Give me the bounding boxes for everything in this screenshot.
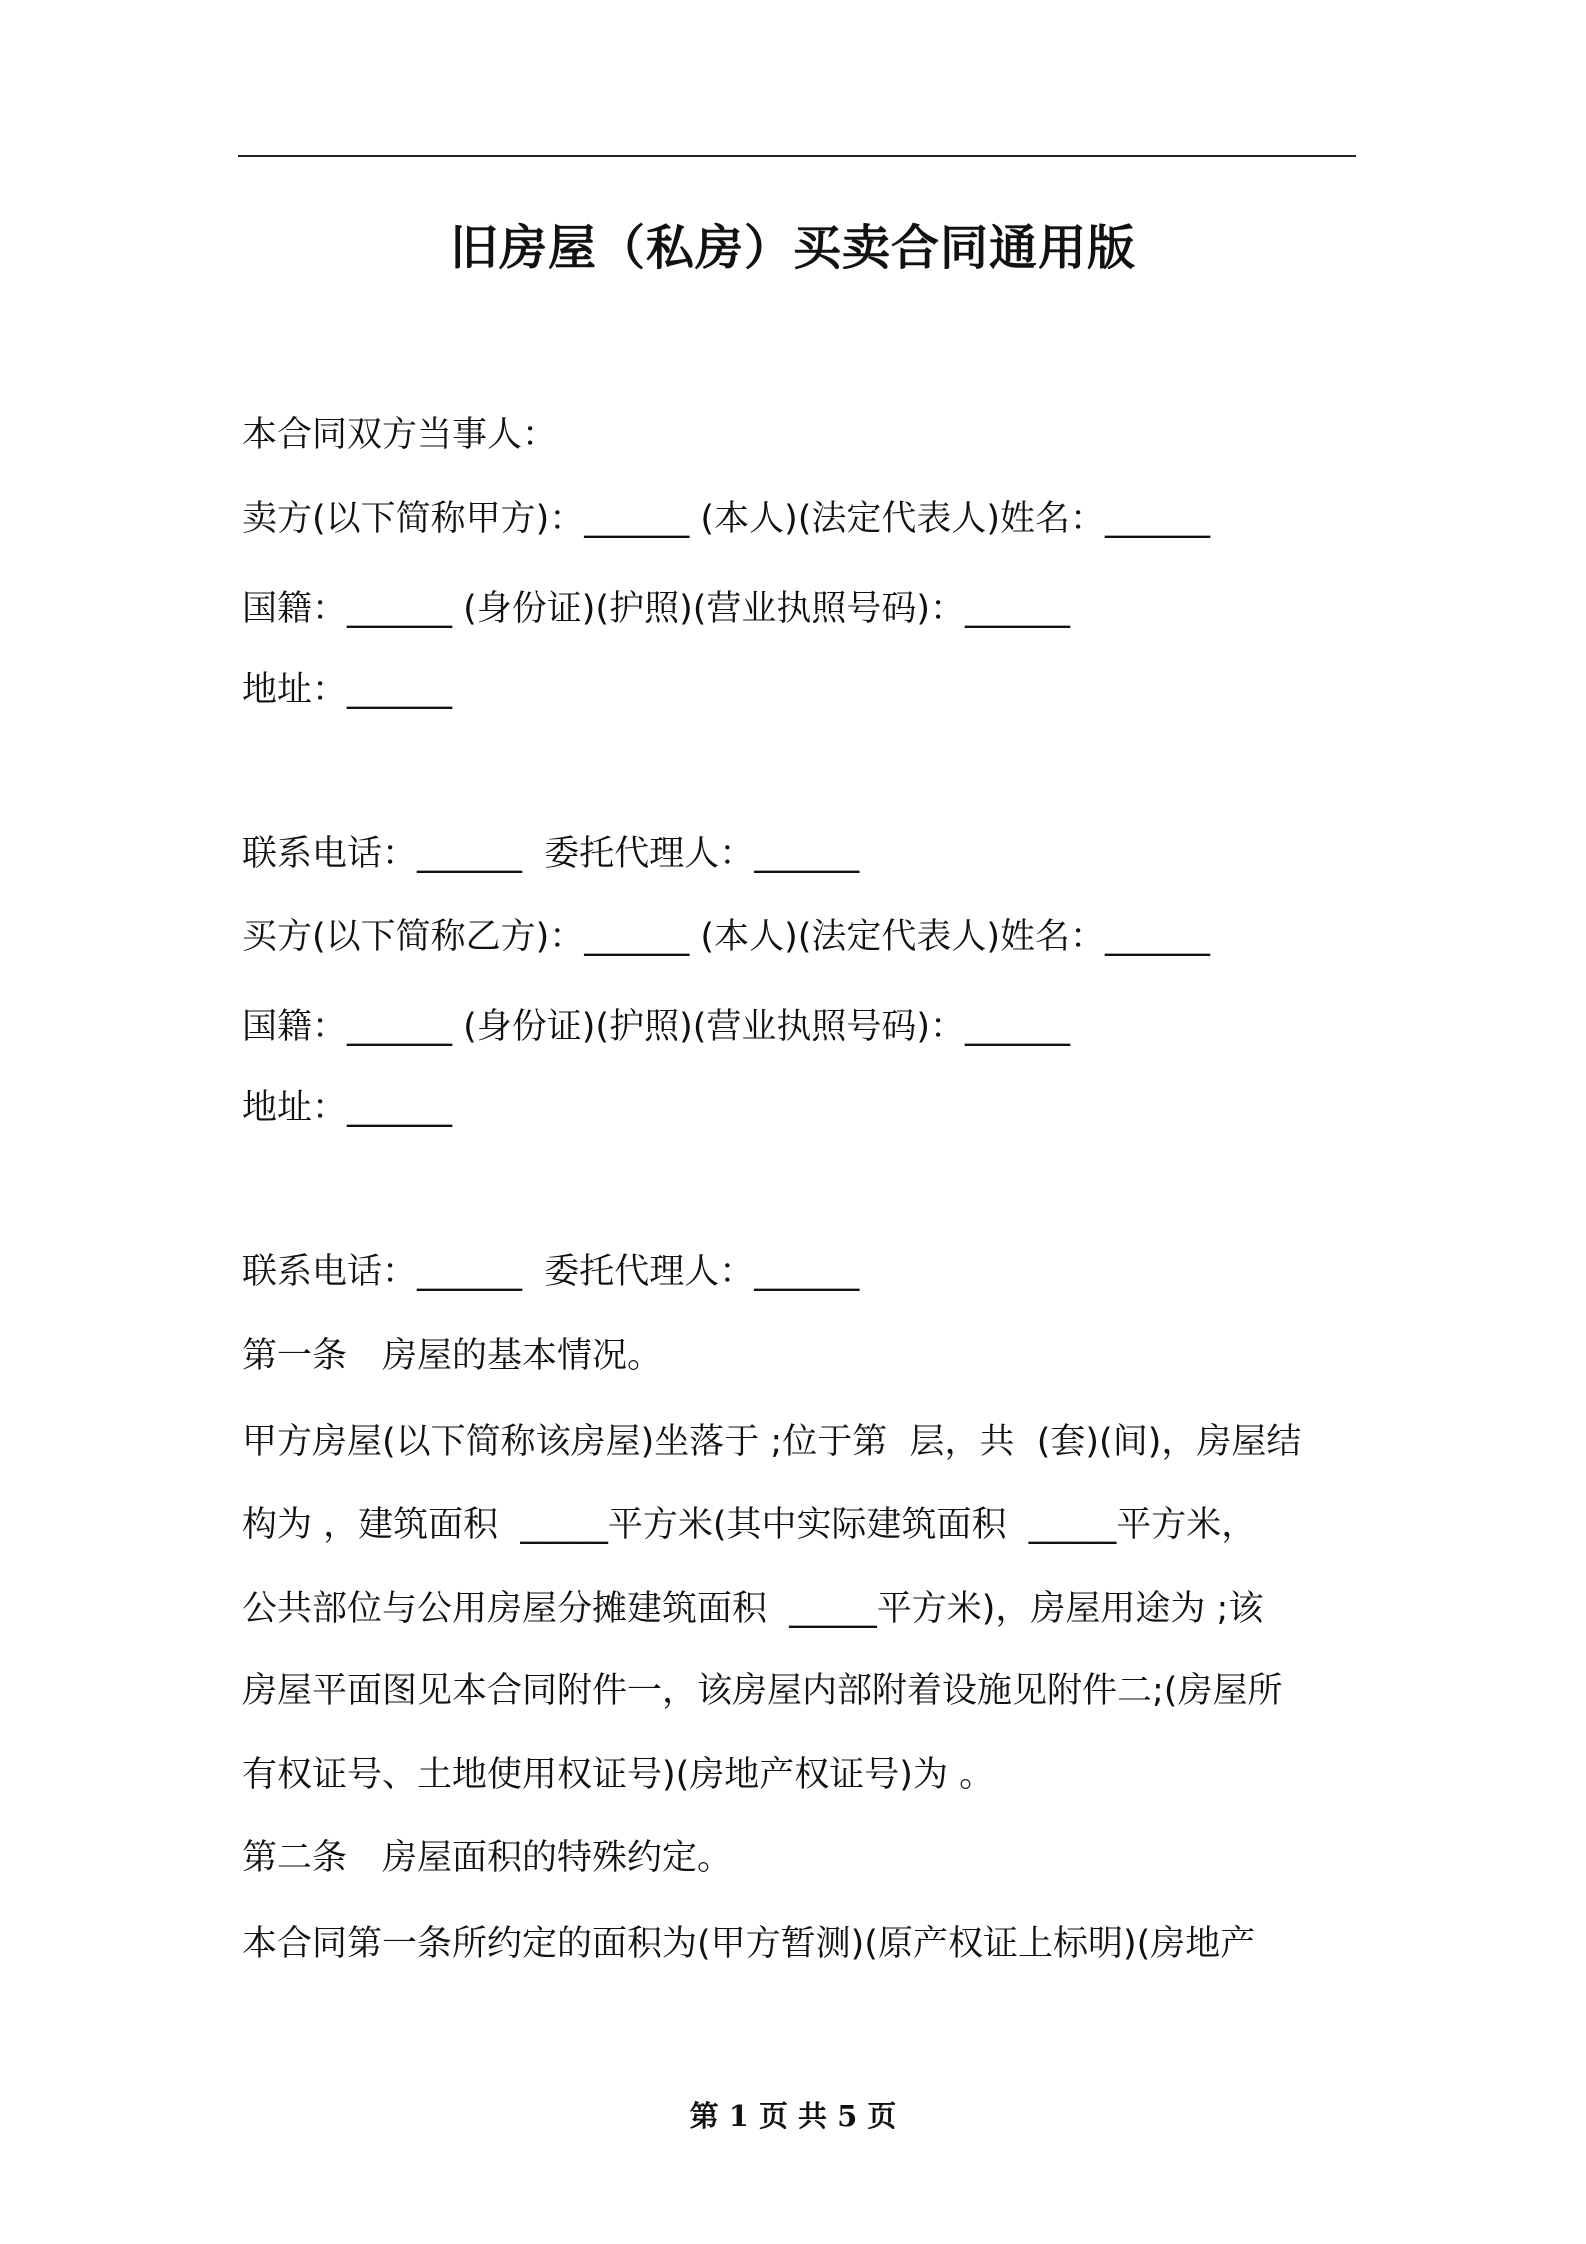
seller-contact-line: 联系电话：______ 委托代理人：______	[242, 834, 860, 874]
article-2-heading: 第二条 房屋面积的特殊约定。	[242, 1838, 733, 1878]
seller-name-line: 卖方(以下简称甲方)：______ (本人)(法定代表人)姓名：______	[242, 499, 1211, 539]
article-2-text-line-1: 本合同第一条所约定的面积为(甲方暂测)(原产权证上标明)(房地产	[242, 1924, 1256, 1964]
page-number: 第 1 页 共 5 页	[689, 2099, 897, 2133]
article-1-text-line-2: 构为 ，建筑面积 _____平方米(其中实际建筑面积 _____平方米，	[242, 1505, 1257, 1545]
buyer-contact-line: 联系电话：______ 委托代理人：______	[242, 1252, 860, 1292]
buyer-address-line: 地址：______	[242, 1088, 453, 1128]
article-1-heading: 第一条 房屋的基本情况。	[242, 1336, 663, 1376]
header-rule	[238, 155, 1356, 157]
article-1-text-line-5: 有权证号、土地使用权证号)(房地产权证号)为 。	[242, 1755, 995, 1795]
seller-nationality-line: 国籍：______ (身份证)(护照)(营业执照号码)：______	[242, 589, 1071, 629]
article-1-text-line-3: 公共部位与公用房屋分摊建筑面积 _____平方米)，房屋用途为 ;该	[242, 1589, 1264, 1629]
article-1-text-line-1: 甲方房屋(以下简称该房屋)坐落于 ;位于第 层，共 (套)(间)，房屋结	[242, 1422, 1302, 1462]
parties-heading: 本合同双方当事人：	[242, 415, 558, 455]
buyer-nationality-line: 国籍：______ (身份证)(护照)(营业执照号码)：______	[242, 1007, 1071, 1047]
document-title: 旧房屋（私房）买卖合同通用版	[449, 220, 1136, 276]
buyer-name-line: 买方(以下简称乙方)：______ (本人)(法定代表人)姓名：______	[242, 917, 1211, 957]
seller-address-line: 地址：______	[242, 670, 453, 710]
article-1-text-line-4: 房屋平面图见本合同附件一，该房屋内部附着设施见附件二;(房屋所	[242, 1671, 1283, 1711]
